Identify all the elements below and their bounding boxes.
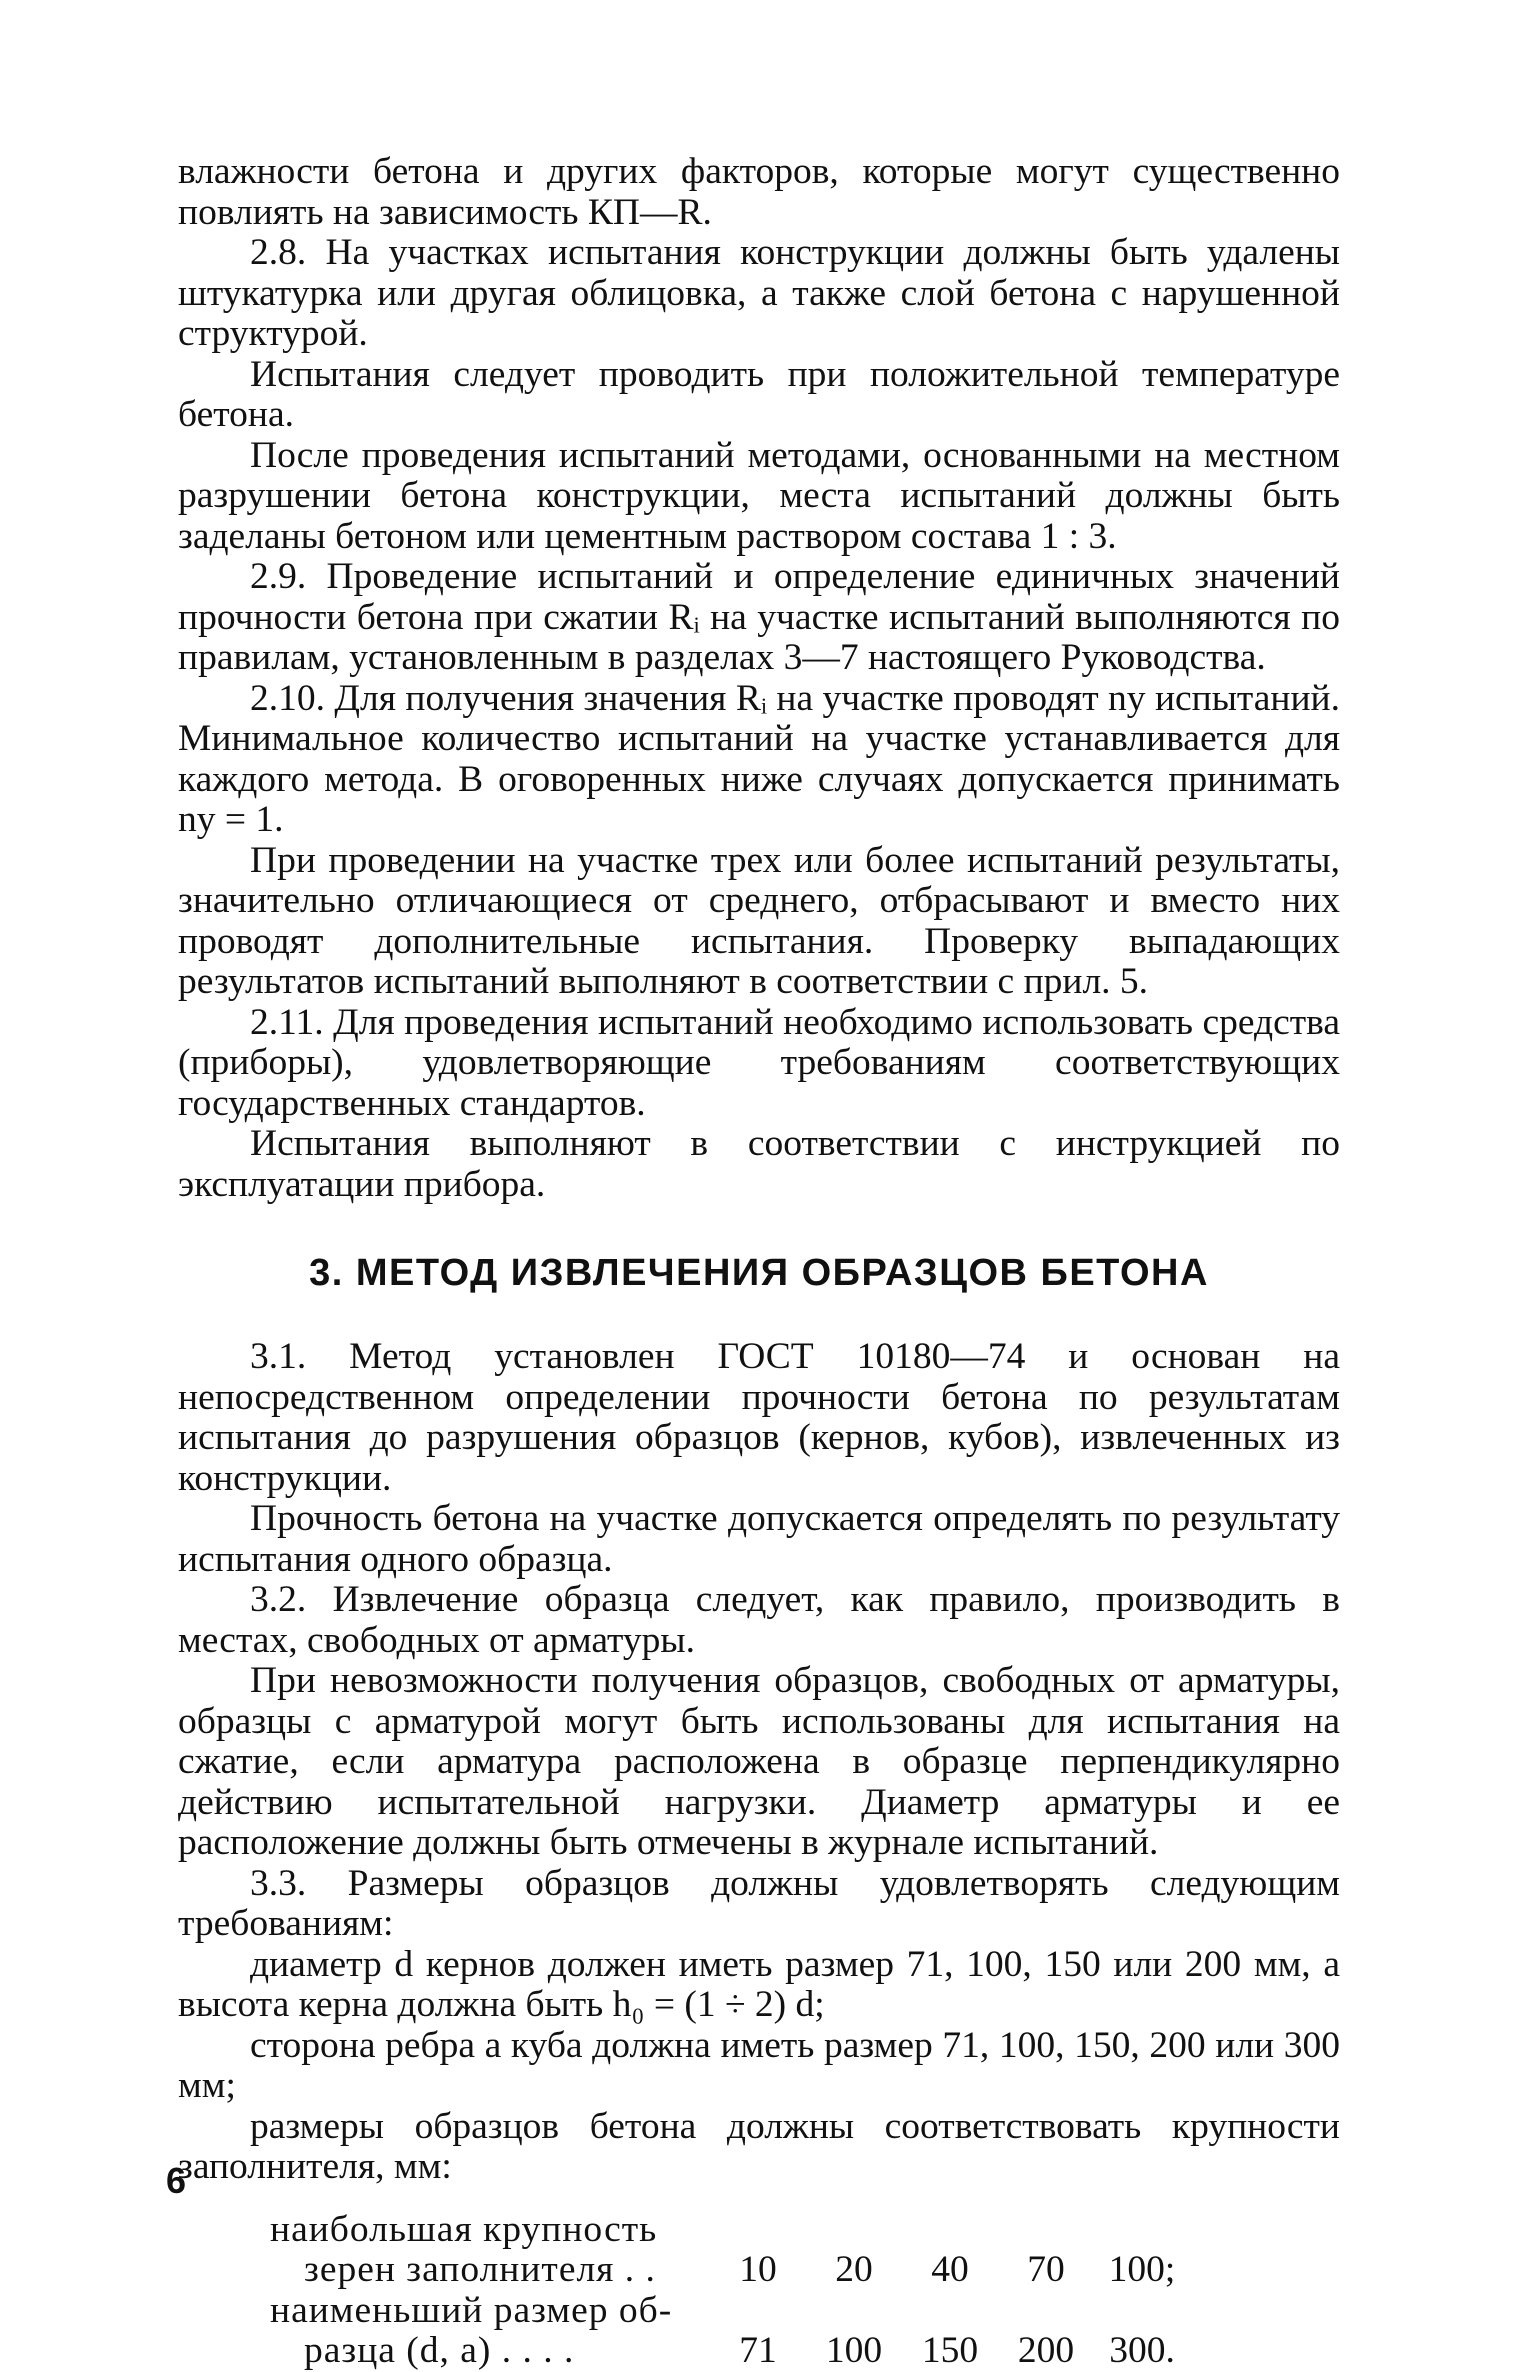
paragraph-2-10: 2.10. Для получения значения Rᵢ на участке проводят nу испытаний. Минимальное количество испытаний на участке устанавливается для каждого метода. В оговоренных ниже случаях допускается принимать nу = 1. <box>178 677 1340 840</box>
paragraph-3-3-cube-edge: сторона ребра a куба должна иметь размер 71, 100, 150, 200 или 300 мм; <box>178 2024 1340 2106</box>
page-body <box>178 152 1340 2372</box>
table-cell: 71 <box>739 2330 777 2371</box>
table-cell: 150 <box>921 2330 979 2371</box>
table-cell: 10 <box>739 2249 777 2290</box>
paragraph-2-8: 2.8. На участках испытания конструкции должны быть удалены штукатурка или другая облицовка, а также слой бетона с нарушенной структурой. <box>178 232 1340 354</box>
table-cell: 100 <box>825 2330 883 2371</box>
paragraph-3-3: 3.3. Размеры образцов должны удовлетворять следующим требованиям: <box>178 1862 1340 1944</box>
paragraph-intro: влажности бетона и других факторов, которые могут существенно повлиять на зависимость КП—R. <box>178 151 1340 233</box>
table-cell: 200 <box>1017 2330 1075 2371</box>
table-cell: 300. <box>1109 2330 1175 2371</box>
paragraphs-after <box>178 1337 1340 2188</box>
paragraph-3-1-single-sample: Прочность бетона на участке допускается определять по результату испытания одного образца. <box>178 1498 1340 1580</box>
page-number: 6 <box>166 2160 187 2201</box>
paragraph-3-3-aggregate: размеры образцов бетона должны соответствовать крупности заполнителя, мм: <box>178 2105 1340 2187</box>
table-row-sample-size <box>270 2291 1340 2372</box>
table-cell: 70 <box>1027 2249 1065 2290</box>
table-cell: 20 <box>835 2249 873 2290</box>
paragraph-3-2-reinforcement: При невозможности получения образцов, свободных от арматуры, образцы с арматурой могут быть использованы для испытания на сжатие, если арматура расположена в образце перпендикулярно действию испытательной нагрузки. Диаметр арматуры и ее расположение должны быть отмечены в журнале испытаний. <box>178 1660 1340 1863</box>
table-cell: 100; <box>1108 2249 1176 2290</box>
paragraph-2-10-outliers: При проведении на участке трех или более испытаний результаты, значительно отличающиеся от среднего, отбрасывают и вместо них проводят дополнительные испытания. Проверку выпадающих результатов испытаний выполняют в соответствии с прил. 5. <box>178 839 1340 1002</box>
section-heading: 3. МЕТОД ИЗВЛЕЧЕНИЯ ОБРАЗЦОВ БЕТОНА <box>309 1252 1209 1294</box>
paragraph-3-1: 3.1. Метод установлен ГОСТ 10180—74 и основан на непосредственном определении прочности бетона по результатам испытания до разрушения образцов (кернов, кубов), извлеченных из конструкции. <box>178 1336 1340 1499</box>
table-row-label-cont: разца (d, a) . . . . <box>304 2330 575 2371</box>
paragraph-2-11: 2.11. Для проведения испытаний необходимо использовать средства (приборы), удовлетворяющие требованиям соответствующих государственных стандартов. <box>178 1001 1340 1124</box>
table-row-aggregate <box>270 2210 1340 2291</box>
paragraph-3-3-core-diameter: диаметр d кернов должен иметь размер 71, 100, 150 или 200 мм, а высота керна должна быть h₀ = (1 ÷ 2) d; <box>178 1943 1340 2025</box>
table-row-label: наибольшая крупность <box>270 2208 658 2250</box>
paragraph-2-8-temperature: Испытания следует проводить при положительной температуре бетона. <box>178 353 1340 435</box>
paragraphs-before <box>178 152 1340 1205</box>
table-cell: 40 <box>931 2249 969 2290</box>
paragraph-2-8-repair: После проведения испытаний методами, основанными на местном разрушении бетона конструкции, места испытаний должны быть заделаны бетоном или цементным раствором состава 1 : 3. <box>178 434 1340 557</box>
paragraph-3-2: 3.2. Извлечение образца следует, как правило, производить в местах, свободных от арматуры. <box>178 1579 1340 1661</box>
table-row-label: наименьший размер об- <box>270 2289 673 2331</box>
paragraph-2-11-instructions: Испытания выполняют в соответствии с инструкцией по эксплуатации прибора. <box>178 1123 1340 1205</box>
table-row-label-cont: зерен заполнителя . . <box>304 2249 656 2290</box>
paragraph-2-9: 2.9. Проведение испытаний и определение единичных значений прочности бетона при сжатии Rᵢ на участке испытаний выполняются по правилам, установленным в разделах 3—7 настоящего Руководства. <box>178 556 1340 678</box>
size-table <box>270 2210 1340 2372</box>
